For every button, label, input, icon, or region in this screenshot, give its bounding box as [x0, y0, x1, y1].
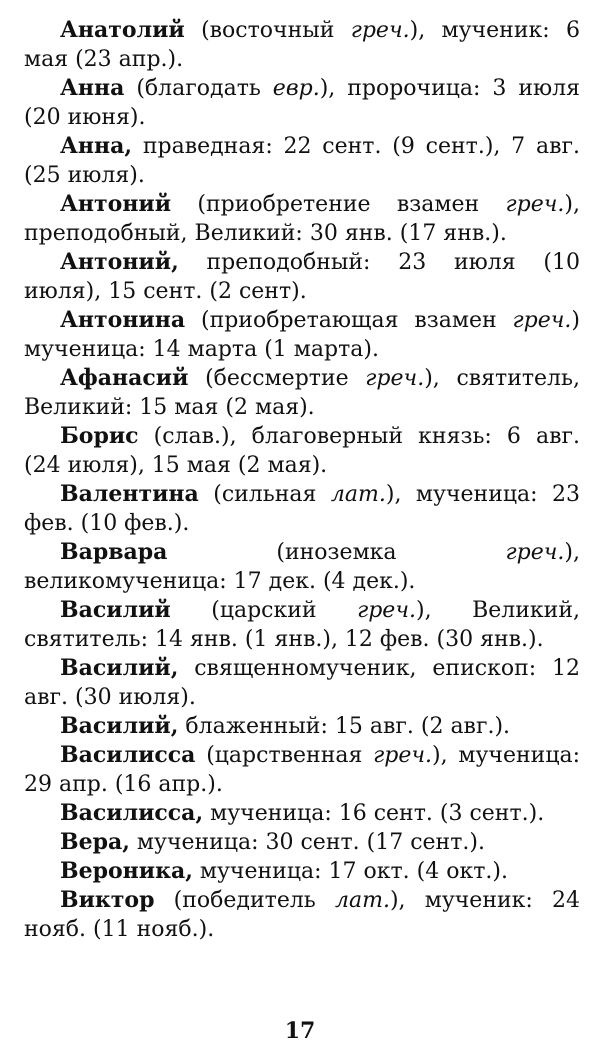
entry-name: Вероника,	[60, 858, 193, 884]
entry-text: ), святитель, Великий: 15 мая (2 мая).	[24, 366, 580, 420]
page-number: 17	[284, 1018, 316, 1044]
entry-viktor	[24, 886, 580, 944]
entry-text: ), мученица: 23 фев. (10 фев.).	[24, 482, 580, 536]
entry-text: ), преподобный, Великий: 30 янв. (17 янв.).	[24, 192, 580, 246]
entry-name: Борис	[60, 423, 139, 449]
entry-text: ), Великий, святитель: 14 янв. (1 янв.), 12 фев. (30 янв.).	[24, 598, 580, 652]
entry-lang: греч.	[373, 743, 433, 768]
entry-name: Василий,	[60, 655, 179, 681]
entry-name: Анна,	[60, 133, 133, 159]
entry-name: Виктор	[60, 887, 155, 913]
page-text	[24, 16, 580, 944]
entry-text: (победитель	[154, 888, 335, 913]
entry-lang: греч.	[505, 540, 565, 565]
entry-lang: греч.	[357, 598, 416, 623]
entry-text: (приобретающая взамен	[185, 308, 513, 333]
entry-veronika	[24, 857, 580, 886]
entry-valentina	[24, 480, 580, 538]
entry-vasiliy-2	[24, 654, 580, 712]
entry-name: Анатолий	[60, 17, 185, 43]
entry-lang: лат.	[330, 482, 386, 507]
entry-boris	[24, 422, 580, 480]
entry-name: Василий,	[60, 713, 179, 739]
entry-text: (восточный	[184, 18, 351, 43]
entry-varvara	[24, 538, 580, 596]
entry-text: (царский	[170, 598, 358, 623]
entry-lang: греч.	[512, 308, 572, 333]
entry-antonina	[24, 306, 580, 364]
entry-text: преподобный: 23 июля (10 июля), 15 сент. (2 сент).	[24, 250, 580, 304]
entry-text: мученица: 16 сент. (3 сент.).	[203, 801, 545, 826]
entry-text: ), мученик: 24 нояб. (11 нояб.).	[24, 888, 580, 942]
entry-antoniy-2	[24, 248, 580, 306]
entry-name: Антонина	[60, 307, 186, 333]
entry-name: Валентина	[60, 481, 199, 507]
entry-name: Афанасий	[60, 365, 189, 391]
entry-text: ), мученица: 29 апр. (16 апр.).	[24, 743, 580, 797]
entry-text: священномученик, епископ: 12 авг. (30 июля).	[24, 656, 580, 710]
entry-lang: греч.	[350, 18, 410, 43]
entry-text: праведная: 22 сент. (9 сент.), 7 авг. (25 июля).	[24, 134, 580, 188]
entry-lang: евр.	[272, 76, 320, 101]
entry-name: Анна	[60, 75, 125, 101]
entry-text: мученица: 17 окт. (4 окт.).	[192, 859, 508, 884]
entry-text: (слав.), благоверный князь: 6 авг. (24 июля), 15 мая (2 мая).	[24, 424, 580, 478]
entry-anna-2	[24, 132, 580, 190]
entry-text: ), великомученица: 17 дек. (4 дек.).	[24, 540, 580, 594]
entry-text: (приобретение взамен	[171, 192, 506, 217]
entry-name: Варвара	[60, 539, 168, 565]
entry-vera	[24, 828, 580, 857]
entry-name: Вера,	[60, 829, 130, 855]
entry-vasilissa-2	[24, 799, 580, 828]
entry-name: Василисса	[60, 742, 196, 768]
entry-name: Антоний,	[60, 249, 179, 275]
entry-text: (бессмертие	[188, 366, 366, 391]
entry-name: Василисса,	[60, 800, 204, 826]
entry-anna-1	[24, 74, 580, 132]
entry-text: ), пророчица: 3 июля (20 июня).	[24, 76, 580, 130]
entry-text: ) мученица: 14 марта (1 марта).	[24, 308, 580, 362]
entry-text: блаженный: 15 авг. (2 авг.).	[178, 714, 511, 739]
entry-text: (иноземка	[167, 540, 506, 565]
entry-vasiliy-1	[24, 596, 580, 654]
entry-anatoliy	[24, 16, 580, 74]
entry-text: (благодать	[124, 76, 273, 101]
entry-text: (сильная	[198, 482, 331, 507]
entry-text: мученица: 30 сент. (17 сент.).	[129, 830, 485, 855]
entry-name: Антоний	[60, 191, 172, 217]
entry-afanasiy	[24, 364, 580, 422]
entry-lang: греч.	[505, 192, 565, 217]
entry-lang: греч.	[365, 366, 425, 391]
entry-antoniy-1	[24, 190, 580, 248]
entry-name: Василий	[60, 597, 171, 623]
entry-text: ), мученик: 6 мая (23 апр.).	[24, 18, 580, 72]
entry-vasiliy-3	[24, 712, 580, 741]
entry-vasilissa-1	[24, 741, 580, 799]
entry-lang: лат.	[334, 888, 390, 913]
entry-text: (царственная	[195, 743, 374, 768]
